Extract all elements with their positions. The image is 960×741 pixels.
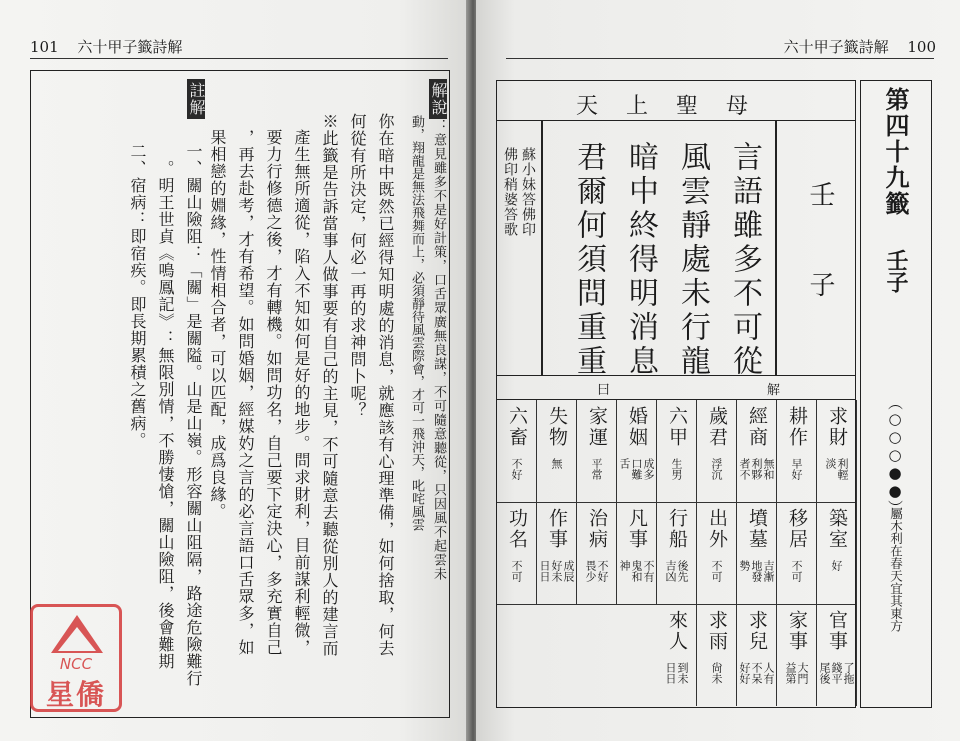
grid-cell-value: 無	[550, 458, 563, 469]
grid-cell-label: 築室	[826, 508, 848, 550]
grid-cell-value: 畏少	[584, 560, 597, 582]
grid-cell-value: 後先	[676, 560, 689, 582]
grid-cell-label: 家運	[586, 406, 608, 448]
grid-cell	[817, 604, 857, 706]
grid-cell-value: 者不	[738, 458, 751, 480]
deity-title: 天上聖母	[575, 94, 776, 119]
zhu-col-2: 二、宿病：即宿疾。即長期累積之舊病。	[128, 143, 147, 449]
stamp-ncc: NCC	[59, 655, 93, 673]
jie-col-5: 產生無所適從，陷入不知如何是好的地步。問求財利，目前謀利輕微，	[292, 129, 311, 656]
jie-col-4: ※此籤是告訴當事人做事要有自己的主見，不可隨意去聽從別人的建言而	[320, 113, 339, 657]
grid-cell	[617, 502, 657, 604]
grid-cell	[617, 400, 657, 502]
stamp-name: 星僑	[45, 678, 106, 711]
grid-cell-value: 口難	[630, 458, 643, 480]
right-running-title: 六十甲子籤詩解	[783, 38, 889, 56]
signature-ganzhi: 壬子	[883, 249, 909, 293]
grid-cell-value: 浮沉	[710, 458, 723, 480]
grid-cell-value: 利夥	[750, 458, 763, 480]
grid-cell-value: 成多	[642, 458, 655, 480]
grid-cell-value: 平常	[590, 458, 603, 480]
grid-cell	[737, 502, 777, 604]
grid-cell	[497, 502, 537, 604]
grid-cell-value: 了拖	[842, 662, 855, 684]
poem-line-3: 暗中終得明消息	[623, 141, 658, 379]
grid-cell-value: 不可	[510, 560, 523, 582]
grid-cell-value: 不呆	[750, 662, 763, 684]
grid-cell-value: 不有	[642, 560, 655, 582]
jie-col-0: ：意見雖多不是好計策，口舌眾廣無良謀，不可隨意聽從，只因風不起雲未	[431, 119, 446, 581]
poem-line-1: 言語雖多不可從	[727, 141, 762, 379]
grid-cell-value: 益第	[784, 662, 797, 684]
jie-col-3: 何從有所決定，何必一再的求神問卜呢？	[348, 113, 367, 419]
poem-box	[496, 80, 856, 708]
signature-column	[860, 80, 932, 708]
jie-col-1: 動，翔龍是無法飛舞而上，必須靜待風雲際會，才可一飛沖天，叱咤風雲	[409, 115, 424, 531]
rating-circles: （○○○●●）	[886, 395, 904, 515]
poem-line-2: 風雲靜處未行龍	[675, 141, 710, 379]
grid-cell-value: 日日	[664, 662, 677, 684]
right-running-head	[784, 36, 936, 57]
grid-cell	[537, 400, 577, 502]
grid-cell	[537, 502, 577, 604]
grid-cell	[697, 502, 737, 604]
grid-cell-label: 求財	[826, 406, 848, 448]
jie-heading-2: 曰	[597, 383, 611, 398]
grid-cell-label: 功名	[506, 508, 528, 550]
grid-cell-value: 早好	[790, 458, 803, 480]
grid-cell-value: 尾後	[818, 662, 831, 684]
grid-cell-value: 利輕	[836, 458, 849, 480]
grid-cell	[777, 604, 817, 706]
grid-cell-label: 六畜	[506, 406, 528, 448]
grid-cell-value: 錢平	[830, 662, 843, 684]
grid-cell	[697, 400, 737, 502]
grid-cell-label: 六甲	[666, 406, 688, 448]
grid-cell	[497, 400, 537, 502]
jie-label: 解說	[429, 79, 447, 119]
zhu-label-col	[187, 79, 205, 119]
grid-cell-value: 不可	[790, 560, 803, 582]
grid-cell-value: 無和	[762, 458, 775, 480]
grid-cell-label: 官事	[826, 610, 848, 652]
grid-cell	[777, 400, 817, 502]
grid-cell-value: 好未	[550, 560, 563, 582]
grid-cell	[817, 502, 857, 604]
grid-cell-value: 生男	[670, 458, 683, 480]
right-page-number: 100	[907, 38, 936, 56]
jie-col-8: 果相戀的婣緣，性情相合者，可以匹配，成爲良緣。	[208, 129, 227, 520]
grid-cell-value: 舌	[618, 458, 631, 469]
right-head-rule	[506, 58, 934, 59]
poem-line-4: 君爾何須問重重	[571, 141, 606, 379]
grid-cell	[737, 400, 777, 502]
grid-cell	[697, 604, 737, 706]
grid-cell	[577, 502, 617, 604]
grid-cell	[657, 502, 697, 604]
left-running-title: 六十甲子籤詩解	[77, 38, 183, 56]
grid-cell-label: 行船	[666, 508, 688, 550]
grid-cell-value: 大門	[796, 662, 809, 684]
grid-cell-value: 不好	[596, 560, 609, 582]
grid-cell-value: 鬼和	[630, 560, 643, 582]
grid-cell-label: 歲君	[706, 406, 728, 448]
zhu-col-1: 。明王世貞《鳴鳳記》：無限別情，不勝悽愴，關山險阻，後會難期	[156, 143, 175, 670]
grid-cell-value: 日日	[538, 560, 551, 582]
season-note: 屬木利在春天宜其東方	[888, 507, 904, 632]
grid-cell-label: 失物	[546, 406, 568, 448]
right-page	[476, 0, 960, 741]
grid-cell-label: 作事	[546, 508, 568, 550]
grid-cell	[657, 604, 697, 706]
zhu-col-0: 一、關山險阻：「關」是關隘。山是山嶺。形容關山阻隔，路途危險難行	[184, 143, 203, 687]
jie-heading-1: 解	[767, 383, 781, 398]
ganzhi-char-1: 壬	[805, 181, 835, 207]
grid-cell-value: 吉漸	[762, 560, 775, 582]
grid-cell-label: 婚姻	[626, 406, 648, 448]
left-head-rule	[30, 58, 448, 59]
grid-cell-value: 好好	[738, 662, 751, 684]
grid-cell-label: 移居	[786, 508, 808, 550]
grid-cell-value: 淡	[824, 458, 837, 469]
grid-cell-label: 求雨	[706, 610, 728, 652]
ganzhi-char-2: 子	[805, 271, 835, 297]
grid-cell-label: 來人	[666, 610, 688, 652]
attribution-1: 蘇小妹答佛印	[520, 147, 536, 237]
grid-cell	[657, 400, 697, 502]
jie-label-col	[429, 79, 447, 581]
jie-col-2: 你在暗中既然已經得知明處的消息，就應該有心理準備，如何捨取，何去	[376, 113, 395, 657]
grid-cell	[817, 400, 857, 502]
grid-cell-value: 勢	[738, 560, 751, 571]
grid-cell-value: 不可	[710, 560, 723, 582]
grid-cell-value: 吉凶	[664, 560, 677, 582]
grid-cell-label: 求兒	[746, 610, 768, 652]
grid-cell-value: 不好	[510, 458, 523, 480]
grid-cell-value: 神	[618, 560, 631, 571]
jie-col-7: ，再去赴考，才有希望。如問婚姻，經媒妁之言的必言語口舌眾多，如	[236, 129, 255, 656]
grid-cell-label: 墳墓	[746, 508, 768, 550]
grid-cell-value: 好	[830, 560, 843, 571]
deity-band	[497, 81, 855, 121]
grid-cell-value: 成辰	[562, 560, 575, 582]
fortune-grid	[497, 400, 855, 709]
attribution-2: 佛印稍婆答歌	[502, 147, 518, 237]
jie-col-6: 要力行修德之後，才有轉機。如問功名，自己要下定決心，多充實自己	[264, 129, 283, 656]
grid-cell-value: 尙未	[710, 662, 723, 684]
left-running-head	[30, 36, 182, 57]
grid-cell-value: 人有	[762, 662, 775, 684]
ncc-watermark-stamp	[30, 604, 122, 712]
grid-cell-label: 凡事	[626, 508, 648, 550]
grid-cell	[577, 400, 617, 502]
signature-name: 第四十九籤	[881, 87, 910, 217]
poem-area	[497, 121, 855, 379]
grid-cell	[777, 502, 817, 604]
grid-cell-label: 出外	[706, 508, 728, 550]
grid-cell	[737, 604, 777, 706]
left-page	[0, 0, 470, 741]
grid-cell-value: 地發	[750, 560, 763, 582]
zhu-label: 註解	[187, 79, 205, 119]
grid-cell-value: 到未	[676, 662, 689, 684]
grid-cell-label: 經商	[746, 406, 768, 448]
jie-heading-band	[497, 376, 855, 400]
grid-cell-label: 家事	[786, 610, 808, 652]
grid-cell-label: 耕作	[786, 406, 808, 448]
grid-cell-label: 治病	[586, 508, 608, 550]
left-page-number: 101	[30, 38, 59, 56]
